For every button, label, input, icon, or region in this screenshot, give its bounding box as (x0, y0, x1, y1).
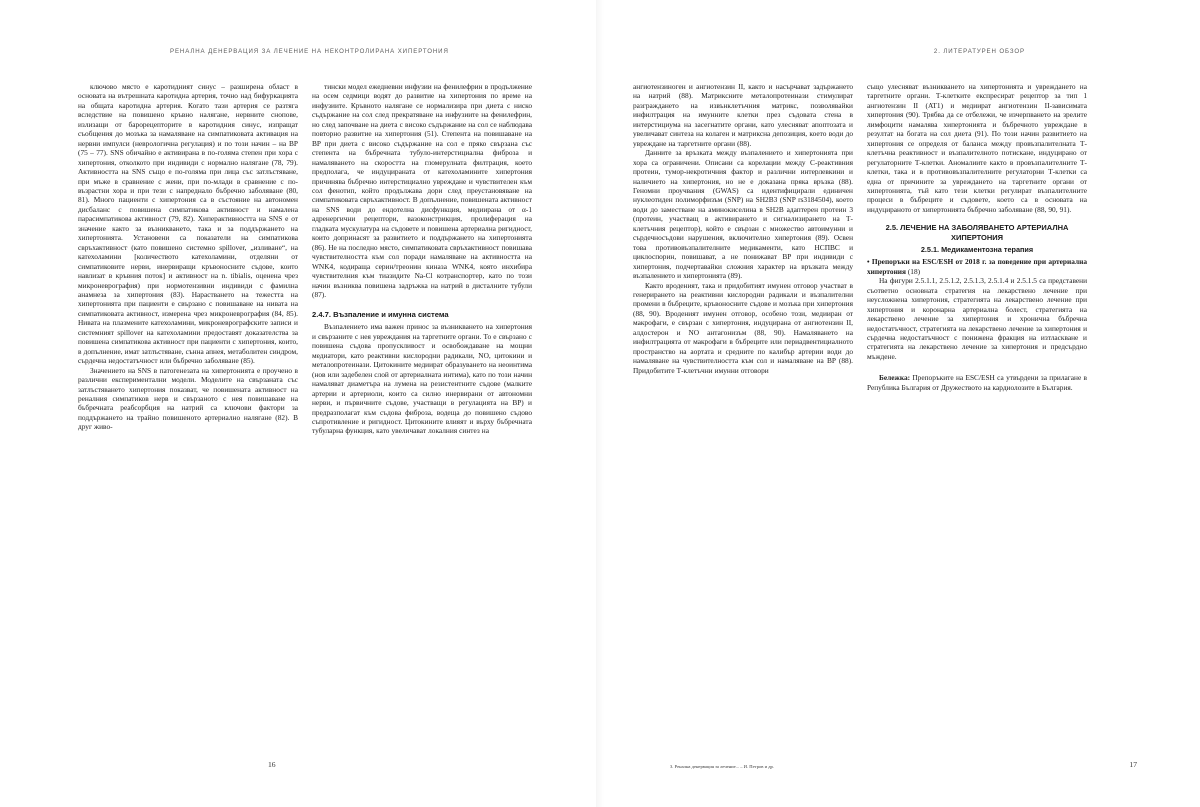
right-page-column-2 (867, 82, 1087, 737)
subsection-heading-drug-therapy: 2.5.1. Медикаментозна терапия (920, 245, 1034, 255)
paragraph: Данните за връзката между възпалението и хипертонията при хора са ограничени. Описани са корелации между С-реактивния протеин, тумор-некротичния фактор и различни интерлевкини и наличието на хипертония, но не е доказана пряка връзка (88). Геномни проучвания (GWAS) са идентифицирали единичен нуклеотиден полиморфизъм (SNP) на SH2B3 (SNP rs3184504), което води до заместване на аминокиселина в SH2B адаптерен протеин 3 (протеин, участващ в активирането и сигнализирането на Т-клетъчния рецептор), който е свързан с множество автоимунни и сърдечносъдови нарушения, включително хипертония (89). Освен това противовъзпалителните медикаменти, като НСПВС и циклоспорин, повишават, а не понижават BP при индивиди с хипертония, подчертавайки сложния характер на връзката между възпалението и хипертонията (89). (633, 148, 853, 281)
section-heading-inflammation: 2.4.7. Възпаление и имунна система (312, 310, 449, 320)
right-page-column-1 (633, 82, 853, 737)
running-head-right: 2. ЛИТЕРАТУРЕН ОБЗОР (933, 48, 1025, 55)
bullet-reference: (18) (906, 266, 921, 276)
paragraph: също улесняват възникването на хипертонията и увреждането на таргетните органи. Т-клетките експресират рецептор за тип 1 ангиотензин II (AT1) и медиират ангиотензин II-зависимата хипертония (90). Трябва да се отбележи, че изчерпването на зрелите лимфоцити намалява хипертонията и бъбречното увреждане в резултат на богата на сол диета (91). По този начин развитието на хипертония се определя от баланса между провъзпалителната Т-клетъчна реактивност и възпалителното потискане, индуцирано от регулаторните Т-клетки. Аномалиите както в провъзпалителните Т-клетки, така и в противовъзпалителните регулаторни Т-клетки са една от причините за увреждането на таргетните органи от хипертонията, тъй като тези клетки регулират възпалителните процеси в бъбреците и съдовете, което са в основата на индуцираното от хипертонията бъбречно заболяване (88, 90, 91). (867, 82, 1087, 214)
paragraph: На фигури 2.5.1.1, 2.5.1.2, 2.5.1.3, 2.5.1.4 и 2.5.1.5 са представени съответно основната стратегия на лекарствено лечение при неусложнена хипертония, стратегията на лекарствено лечение при хипертония и коронарна артериална болест, стратегията на лекарствено лечение за хипертония и хронична бъбречна недостатъчност, стратегията на лекарствено лечение за хипертония и сърдечна недостатъчност с понижена фракция на изтласкване и стратегията на лекарствено лечение за хипертония и предсърдно мъждене. (867, 276, 1087, 361)
note-block (867, 373, 1087, 392)
left-page-column-1 (78, 82, 298, 737)
right-page (600, 0, 1200, 807)
bullet-label: • Препоръки на ESC/ESH от 2018 г. за поведение при артериална хипертония (867, 257, 1087, 276)
page-number-left: 16 (268, 760, 276, 769)
note-text: Препоръките на ESC/ESH са утвърдени за прилагане в Република България от Дружеството на кардиолозите в България. (867, 373, 1087, 392)
paragraph: ключово място е каротидният синус – разширена област в основата на вътрешната каротидна артерия, точно над бифуркацията на общата каротидна артерия. Когато тази артерия се разтяга вследствие на повишено кръвно налягане, нервните снопове, излизащи от барорецепторите в каротидния синус, изпращат съобщения до мозъка за намаляване на симпатиковата активация на нервни импулси (неврологична регулация) и по този начин – на BP (75 – 77). SNS обичайно е активирана в по-голяма степен при хора с хипертония, отколкото при индивиди с нормално налягане (78, 79). Активността на SNS също е по-голяма при лица със затлъстяване, при мъже в сравнение с жени, при по-млади в сравнение с по-възрастни хора и при тези с напреднало бъбречно заболяване (80, 81). Много пациенти с хипертония са в състояние на автономен дисбаланс с повишена симпатикова активност и намалена парасимпатикова активност (79, 82). Хиперактивността на SNS е от значение както за възникването, така и за поддържането на хипертонията. Установени са показатели на симпатикова свръхактивност (като повишено системно spillover, „изливане“, на катехоламини [количеството катехоламини, отделяни от симпатиковите нерви, инервиращи кръвоносните съдове, които навлизат в кръвния поток] и активност на n. tibialis, оценена чрез микроневрография) при нормотензивни индивиди с фамилна анамнеза за хипертония (83). Нарастването на тежестта на хипертонията при пациенти е свързано с повишаване на нивата на симпатиковата активност, измерена чрез микроневрография (84, 85). Нивата на плазмените катехоламини, микроневрографските записи и системният spillover на катехоламини предоставят доказателства за повишена симпатикова активност при пациенти с хипертония, които, в допълнение, имат затлъстяване, сънна апнея, метаболитен синдром, сърдечна недостатъчност или бъбречно заболяване (85). (78, 82, 298, 366)
running-head-left: РЕНАЛНА ДЕНЕРВАЦИЯ ЗА ЛЕЧЕНИЕ НА НЕКОНТРОЛИРАНА ХИПЕРТОНИЯ (170, 48, 449, 55)
paragraph: ангиотензиноген и ангиотензин II, както и насърчават задържането на натрий (88). Матриксните металопротеинази стимулират разграждането на извънклетъчния матрикс, позволявайки инфилтрация на имунните клетки през съдовата стена в интерстициума на засегнатите органи, като улесняват апоптозата и увеличават синтеза на колаген и матриксна депозиция, което води до увреждане на таргетните органи (88). (633, 82, 853, 148)
section-heading-treatment: 2.5. ЛЕЧЕНИЕ НА ЗАБОЛЯВАНЕТО АРТЕРИАЛНА ХИПЕРТОНИЯ (885, 223, 1069, 243)
note-label: Бележка: (879, 373, 911, 383)
bullet-esc-esh-guidelines (867, 257, 1087, 276)
paragraph: тински модел ежедневни инфузии на фенилефрин в продължение на осем седмици водят до развитие на хипертония по време на инфузиите. Кръвното налягане се нормализира при диета с ниско съдържание на сол след прекратяване на инфузиите на фенилефрин, но след започване на диета с високо съдържание на сол се наблюдава повторно развитие на хипертония (51). Степента на повишаване на BP при диета с високо съдържание на сол е пряко свързана със степента на бъбречната тубуло-интерстициална фиброза и намаляването на скоростта на гломерулната филтрация, което предполага, че индуцираната от катехоламините хипертония причинява бъбречно интерстициално увреждане и чувствителен към сол фенотип, който продължава дори след преустановяване на симпатиковата свръхактивност. В допълнение, повишената активност на SNS води до ендотелна дисфункция, медиирана от α-1 адренергични рецептори, вазоконстрикция, пролиферация на гладката мускулатура на съдовете и повишена артериална ригидност, които допринасят за развитието и поддържането на хипертонията (86). Не на последно място, симпатиковата свръхактивност повишава чувствителността към сол поради намаляване на активността на WNK4, кодираща серин/треонин киназа WNK4, която инхибира чувствителния към тиазидите Na-Cl котранспортер, като по този начин възниква повишена задръжка на натрий в дисталните тубули (87). (312, 82, 532, 299)
paragraph: Както вроденият, така и придобитият имунен отговор участват в генерирането на реактивни кислородни радикали и възпалителни промени в бъбреците, кръвоносните съдове и мозъка при хипертония (88, 90). Вроденият имунен отговор, особено този, медииран от макрофаги, е свързан с хипертония, индуцирана от ангиотензин II, алдостерон и NO антагонизъм (88, 90). Намаляването на инфилтрацията от макрофаги в бъбреците или периадвентициалното пространство на аортата и средните по калибър артерии води до намаляване на чувствителността към сол и намаляване на BP (88). Придобитите Т-клетъчни имунни отговори (633, 280, 853, 375)
footer-running-title: 3. Ренална денервация за лечение... – И. Петров и др. (670, 764, 774, 769)
paragraph: Значението на SNS в патогенезата на хипертонията е проучено в различни експериментални модели. Моделите на свързаната със затлъстяването хипертония показват, че повишената активност на реналния симпатиков нерв и свързаното с нея повишаване на бъбречната реабсорбция на натрий са ключови фактори за поддържането на трайно повишеното артериално налягане (82). В друг живо- (78, 365, 298, 432)
left-page-columns (78, 82, 533, 737)
paragraph: Възпалението има важен принос за възникването на хипертония и свързаните с нея увреждания на таргетните органи. То е свързано с повишена съдова пропускливост и освобождаване на мощни медиатори, като реактивни кислородни радикали, NO, цитокини и металопротеинази. Цитокините медиират образуването на неоинтима (нов или задебелен слой от артериалната интима), като по този начин намаляват диаметъра на лумена на резистентните съдове (малките артерии и артериоли, които са силно инервирани от автономни нерви, и първичните съдове, участващи в регулацията на BP) и предразполагат към съдова фиброза, водеща до повишено съдово съпротивление и ригидност. Цитокините влияят и върху бъбречната тубуларна функция, като увеличават локалния синтез на (312, 322, 532, 436)
page-number-right: 17 (1129, 760, 1137, 769)
right-page-columns (633, 82, 1088, 732)
left-page-column-2 (312, 82, 532, 737)
